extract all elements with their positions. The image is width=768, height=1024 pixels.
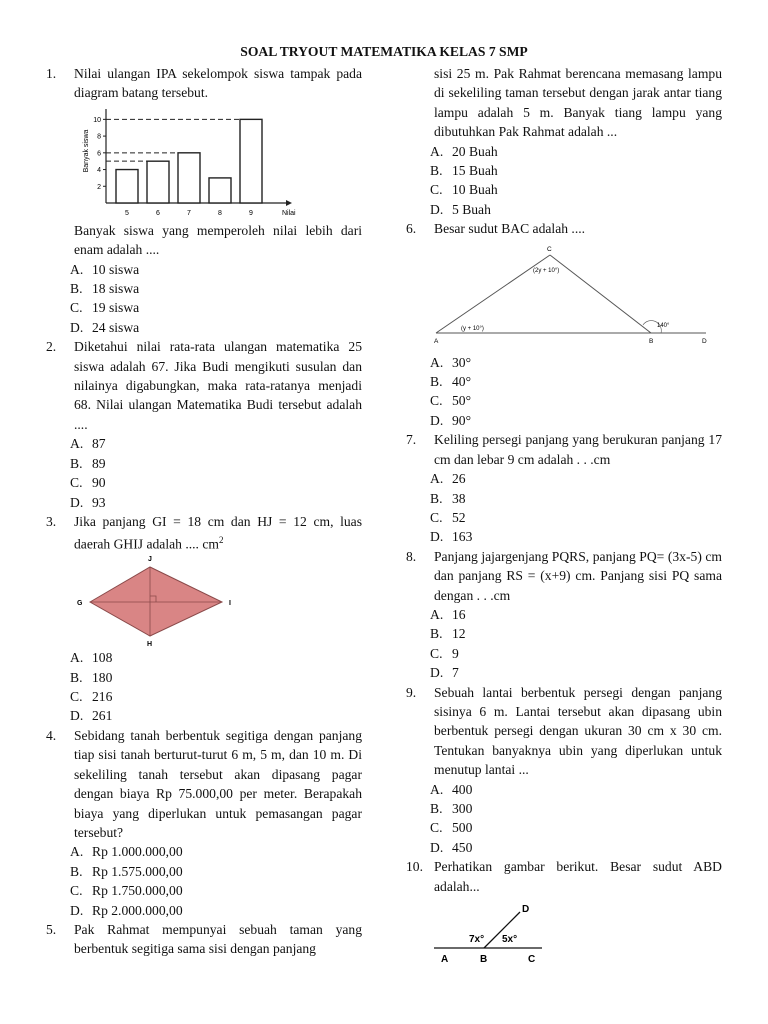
question-followup-text: Banyak siswa yang memperoleh nilai lebih dari enam adalah .... [74, 222, 362, 258]
option-text: 400 [452, 781, 473, 797]
option-letter: A. [70, 844, 84, 860]
right-column [406, 64, 722, 964]
option-a[interactable] [430, 142, 722, 161]
label-angle-c: (2y + 10°) [533, 267, 560, 274]
option-letter: B. [430, 801, 443, 816]
question-1 [46, 64, 362, 103]
label-i: I [229, 600, 231, 608]
option-text: Rp 1.000.000,00 [92, 844, 183, 860]
option-letter: C. [430, 820, 443, 836]
option-letter: B. [430, 374, 443, 390]
option-d[interactable] [70, 901, 362, 920]
option-letter: D. [70, 319, 84, 335]
option-a[interactable] [430, 353, 722, 372]
question-text: Panjang jajargenjang PQRS, panjang PQ= (3x-5) cm dan panjang RS = (x+9) cm. Panjang sisi PQ sama dengan . . .cm [434, 548, 722, 603]
option-a[interactable] [430, 469, 722, 488]
question-number: 8. [406, 548, 417, 564]
option-c[interactable] [430, 391, 722, 410]
triangle-figure [406, 239, 722, 353]
option-d[interactable] [430, 200, 722, 219]
question-text: Sebuah lantai berbentuk persegi dengan panjang sisinya 6 m. Lantai tersebut akan dipasang ubin berbentuk persegi dengan ukuran 30 cm x 30 cm. Tentukan banyaknya ubin yang diperlukan untuk menutup lantai ... [434, 684, 722, 778]
question-text: Besar sudut BAC adalah .... [434, 221, 586, 237]
option-text: 20 Buah [452, 143, 498, 159]
question-2 [46, 337, 362, 434]
question-number: 3. [46, 513, 57, 529]
option-letter: C. [430, 393, 443, 409]
option-b[interactable] [70, 668, 362, 687]
option-letter: C. [70, 883, 83, 899]
option-letter: C. [430, 645, 443, 661]
option-letter: A. [430, 143, 444, 159]
option-a[interactable] [70, 842, 362, 861]
bar [116, 169, 138, 202]
option-letter: A. [430, 354, 444, 370]
left-column [46, 64, 362, 959]
option-c[interactable] [70, 473, 362, 492]
rhombus-figure [74, 554, 244, 648]
options-q1 [46, 260, 362, 338]
option-c[interactable] [70, 881, 362, 900]
bar-chart-container [46, 103, 362, 221]
option-letter: D. [430, 201, 444, 217]
option-d[interactable] [70, 706, 362, 725]
option-text: Rp 1.750.000,00 [92, 883, 183, 899]
options-q7 [406, 469, 722, 547]
option-d[interactable] [430, 527, 722, 546]
option-letter: C. [70, 689, 83, 705]
x-axis-label: Nilai [282, 209, 296, 217]
question-number: 2. [46, 339, 57, 355]
option-letter: B. [70, 455, 83, 471]
question-8 [406, 547, 722, 605]
option-letter: D. [430, 665, 444, 681]
options-q6 [406, 353, 722, 431]
superscript: 2 [218, 535, 224, 546]
option-letter: D. [70, 708, 84, 724]
option-b[interactable] [430, 799, 722, 818]
label-g: G [77, 600, 83, 608]
option-letter: A. [70, 650, 84, 666]
option-text: 7 [452, 665, 459, 681]
option-a[interactable] [430, 780, 722, 799]
options-q5 [406, 142, 722, 220]
x-tick-label: 9 [249, 209, 253, 217]
label-j: J [148, 556, 152, 564]
option-d[interactable] [70, 493, 362, 512]
option-text: 261 [92, 708, 113, 724]
label-angle-a: (y + 10°) [461, 325, 484, 332]
y-tick-label: 2 [97, 183, 101, 191]
option-text: 450 [452, 839, 473, 855]
option-letter: A. [430, 606, 444, 622]
bar [178, 153, 200, 203]
question-9 [406, 683, 722, 780]
option-letter: D. [70, 494, 84, 510]
option-b[interactable] [70, 279, 362, 298]
options-q2 [46, 434, 362, 512]
y-tick-label: 8 [97, 133, 101, 141]
option-letter: C. [70, 300, 83, 316]
option-text: 89 [92, 455, 106, 471]
question-1-followup [46, 221, 362, 260]
option-a[interactable] [70, 648, 362, 667]
label-a: A [441, 954, 449, 965]
option-d[interactable] [430, 411, 722, 430]
question-number: 10. [406, 859, 423, 875]
option-letter: B. [70, 669, 83, 685]
option-b[interactable] [70, 862, 362, 881]
y-tick-label: 4 [97, 166, 101, 174]
triangle-figure-container [406, 239, 722, 353]
option-text: 50° [452, 393, 472, 409]
option-text: 16 [452, 606, 466, 622]
option-letter: A. [430, 471, 444, 487]
question-text: Keliling persegi panjang yang berukuran panjang 17 cm dan lebar 9 cm adalah . . .cm [434, 432, 722, 467]
option-text: 163 [452, 529, 473, 545]
question-number: 1. [46, 66, 57, 81]
question-4 [46, 726, 362, 842]
question-text: Nilai ulangan IPA sekelompok siswa tampak pada diagram batang tersebut. [74, 66, 362, 101]
label-c: C [547, 245, 552, 253]
option-letter: B. [70, 281, 83, 297]
options-q3 [46, 648, 362, 726]
option-letter: B. [70, 863, 83, 879]
option-b[interactable] [430, 372, 722, 391]
option-d[interactable] [70, 318, 362, 337]
option-text: 90° [452, 412, 472, 428]
question-text-main: Jika panjang GI = 18 cm dan HJ = 12 cm, luas daerah GHIJ adalah .... cm [74, 513, 362, 552]
angle-figure [406, 896, 722, 964]
option-text: 52 [452, 509, 466, 525]
option-text: 24 siswa [92, 319, 140, 335]
option-text: 30° [452, 354, 472, 370]
side-bc [550, 255, 651, 333]
label-angle-left: 7x° [469, 934, 485, 946]
option-text: 15 Buah [452, 163, 498, 179]
question-6 [406, 219, 722, 238]
x-tick-label: 8 [218, 209, 222, 217]
x-tick-label: 5 [125, 209, 129, 217]
options-q4 [46, 842, 362, 920]
option-b[interactable] [430, 489, 722, 508]
option-text: 40° [452, 374, 472, 390]
question-10 [406, 857, 722, 896]
option-a[interactable] [70, 434, 362, 453]
option-d[interactable] [430, 663, 722, 682]
bar [240, 119, 262, 203]
option-text: 10 Buah [452, 182, 498, 198]
label-c: C [528, 954, 536, 965]
option-b[interactable] [430, 161, 722, 180]
label-b: B [480, 954, 488, 965]
option-letter: C. [430, 182, 443, 198]
option-text: 19 siswa [92, 300, 140, 316]
bar [209, 178, 231, 203]
option-c[interactable] [430, 508, 722, 527]
option-text: 9 [452, 645, 459, 661]
option-c[interactable] [430, 644, 722, 663]
side-ac [436, 255, 550, 333]
option-text: 93 [92, 494, 106, 510]
question-text [74, 512, 362, 554]
question-number: 7. [406, 432, 417, 448]
option-text: 300 [452, 801, 473, 816]
option-letter: A. [430, 781, 444, 797]
option-letter: B. [430, 626, 443, 642]
option-b[interactable] [70, 454, 362, 473]
option-text: 12 [452, 626, 466, 642]
question-number: 9. [406, 684, 417, 700]
option-a[interactable] [430, 605, 722, 624]
option-letter: B. [430, 163, 443, 179]
question-3 [46, 512, 362, 554]
option-letter: A. [70, 261, 84, 277]
angle-figure-container [406, 896, 722, 964]
option-letter: D. [70, 902, 84, 918]
options-q9 [406, 780, 722, 858]
option-c[interactable] [70, 298, 362, 317]
option-d[interactable] [430, 838, 722, 857]
rhombus-figure-container [46, 554, 362, 648]
question-number: 4. [46, 727, 57, 743]
option-text: 108 [92, 650, 113, 666]
bar [147, 161, 169, 203]
option-text: 18 siswa [92, 281, 140, 297]
y-axis-label: Banyak siswa [83, 129, 90, 173]
option-b[interactable] [430, 624, 722, 643]
option-text: 87 [92, 436, 106, 452]
option-text: 180 [92, 669, 113, 685]
question-text: Diketahui nilai rata-rata ulangan matematika 25 siswa adalah 67. Jika Budi mengikuti susulan dan nilainya digabungkan, maka rata-ratanya menjadi 68. Nilai ulangan Matematika Budi tersebut adalah .... [74, 339, 362, 432]
question-text: sisi 25 m. Pak Rahmat berencana memasang lampu di sekeliling taman tersebut dengan jarak antar tiang lampu adalah 5 m. Banyak tiang lampu yang dibutuhkan Pak Rahmat adalah ... [434, 66, 722, 140]
label-angle-ext: 140° [657, 322, 670, 329]
option-text: 26 [452, 471, 466, 487]
label-a: A [434, 337, 439, 345]
page-title: SOAL TRYOUT MATEMATIKA KELAS 7 SMP [240, 44, 528, 59]
option-letter: D. [430, 839, 444, 855]
option-c[interactable] [70, 687, 362, 706]
option-c[interactable] [430, 818, 722, 837]
option-a[interactable] [70, 260, 362, 279]
question-5 [46, 920, 362, 959]
options-q8 [406, 605, 722, 683]
option-letter: B. [430, 490, 443, 506]
x-tick-label: 6 [156, 209, 160, 217]
option-letter: C. [430, 509, 443, 525]
y-tick-label: 6 [97, 150, 101, 158]
option-letter: A. [70, 436, 84, 452]
question-number: 6. [406, 221, 417, 237]
option-letter: D. [430, 529, 444, 545]
option-text: Rp 2.000.000,00 [92, 902, 183, 918]
option-text: 90 [92, 475, 106, 491]
option-text: 216 [92, 689, 113, 705]
label-angle-right: 5x° [502, 934, 518, 946]
y-tick-label: 10 [93, 116, 101, 124]
option-c[interactable] [430, 180, 722, 199]
question-text: Pak Rahmat mempunyai sebuah taman yang berbentuk segitiga sama sisi dengan panjang [74, 921, 362, 957]
bar-chart [74, 103, 314, 221]
question-number: 5. [46, 921, 57, 937]
option-text: 500 [452, 820, 473, 836]
question-5-continued [406, 64, 722, 142]
x-axis-arrow [286, 200, 292, 206]
option-text: 38 [452, 490, 466, 506]
option-text: 5 Buah [452, 201, 491, 217]
label-d: D [522, 904, 530, 916]
label-b: B [649, 337, 654, 345]
option-text: 10 siswa [92, 261, 140, 277]
label-h: H [147, 641, 153, 649]
option-letter: D. [430, 412, 444, 428]
option-letter: C. [70, 475, 83, 491]
x-tick-label: 7 [187, 209, 191, 217]
question-text: Sebidang tanah berbentuk segitiga dengan panjang tiap sisi tanah berturut-turut 6 m, 5 m, dan 10 m. Di sekeliling tanah tersebut akan dipasang pagar dengan biaya Rp 75.000,00 per meter. Berapakah biaya yang diperlukan untuk pemasangan pagar tersebut? [74, 727, 362, 840]
question-7 [406, 430, 722, 469]
question-text: Perhatikan gambar berikut. Besar sudut ABD adalah... [434, 859, 722, 894]
label-d: D [702, 337, 707, 345]
option-text: Rp 1.575.000,00 [92, 863, 183, 879]
